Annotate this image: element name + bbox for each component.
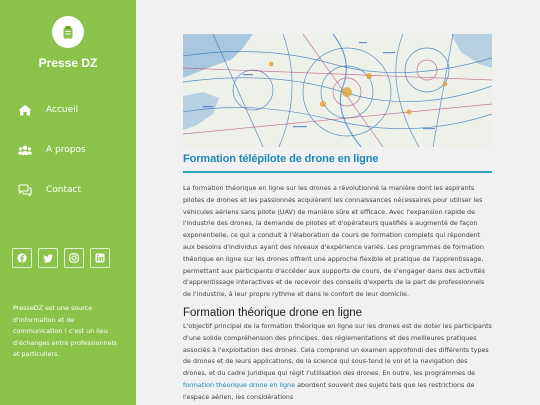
section-text-continued: abordent souvent des sujets tels que les restrictions de l'espace aérien, les considérations <box>183 380 475 401</box>
article-intro: La formation théorique en ligne sur les drones a révolutionné la manière dont les aspirants pilotes de drones et les passionnés acquièrent les connaissances nécessaires pour utiliser les véhicules aériens sans pilote (UAV) de manière sûre et efficace. Avec l'expansion rapide de l'industrie des drones, la demande de pilotes et d'opérateurs qualifiés a augmenté de façon exponentielle, ce qui a conduit à l'élaboration de cours de formation complets qui répondent aux besoins d'individus ayant des niveaux d'expérience variés. Les programmes de formation théorique en ligne sur les drones offrent une approche flexible et pratique de l'apprentissage, permettant aux participants d'accéder aux supports de cours, de s'engager dans des activités d'apprentissage interactives et de recevoir des conseils d'experts de la part de professionnels de l'industrie, à leur propre rythme et dans le confort de leur domicile. <box>183 184 486 299</box>
sidebar-description: PresseDZ est une source d'information et de communication ! c'est un lieu d'échanges entre professionnels et particuliers. <box>13 304 117 358</box>
section-heading: Formation théorique drone en ligne <box>183 306 363 319</box>
twitter-icon <box>43 254 53 263</box>
users-icon <box>18 144 32 156</box>
logo[interactable] <box>52 16 84 48</box>
article <box>183 34 492 404</box>
linkedin-icon <box>95 253 105 263</box>
nav-item-a-propos[interactable] <box>18 142 86 158</box>
instagram-icon <box>69 253 79 263</box>
facebook-icon <box>17 253 27 263</box>
clipboard-icon <box>62 25 74 39</box>
sidebar <box>0 0 136 405</box>
facebook-link[interactable] <box>12 248 32 268</box>
nav-label: Accueil <box>46 105 79 115</box>
instagram-link[interactable] <box>64 248 84 268</box>
home-icon <box>18 104 32 116</box>
section-text: L'objectif principal de la formation théorique en ligne sur les drones est de doter les participants d'une solide compréhension des principes, des réglementations et des meilleures pratiques associés à l'exploitation des drones. Cela comprend un examen approfondi des différents types de drones et de leurs applications, de la science qui sous-tend le vol et la navigation des drones, et du cadre juridique qui régit l'utilisation des drones. En outre, les programmes de <box>183 321 492 378</box>
article-title: Formation télépilote de drone en ligne <box>183 153 379 165</box>
social-links <box>12 248 116 268</box>
aeronautical-map-image <box>183 34 492 147</box>
site-name[interactable]: Presse DZ <box>38 56 98 70</box>
linkedin-link[interactable] <box>90 248 110 268</box>
nav-item-contact[interactable] <box>18 182 81 198</box>
section-paragraph <box>183 321 492 404</box>
nav-label: Contact <box>46 185 82 195</box>
twitter-link[interactable] <box>38 248 58 268</box>
nav-label: A propos <box>46 145 86 155</box>
nav-item-accueil[interactable] <box>18 102 78 118</box>
formation-link[interactable]: formation théorique drone en ligne <box>183 380 296 389</box>
title-divider <box>183 171 492 173</box>
chat-icon <box>18 184 32 196</box>
